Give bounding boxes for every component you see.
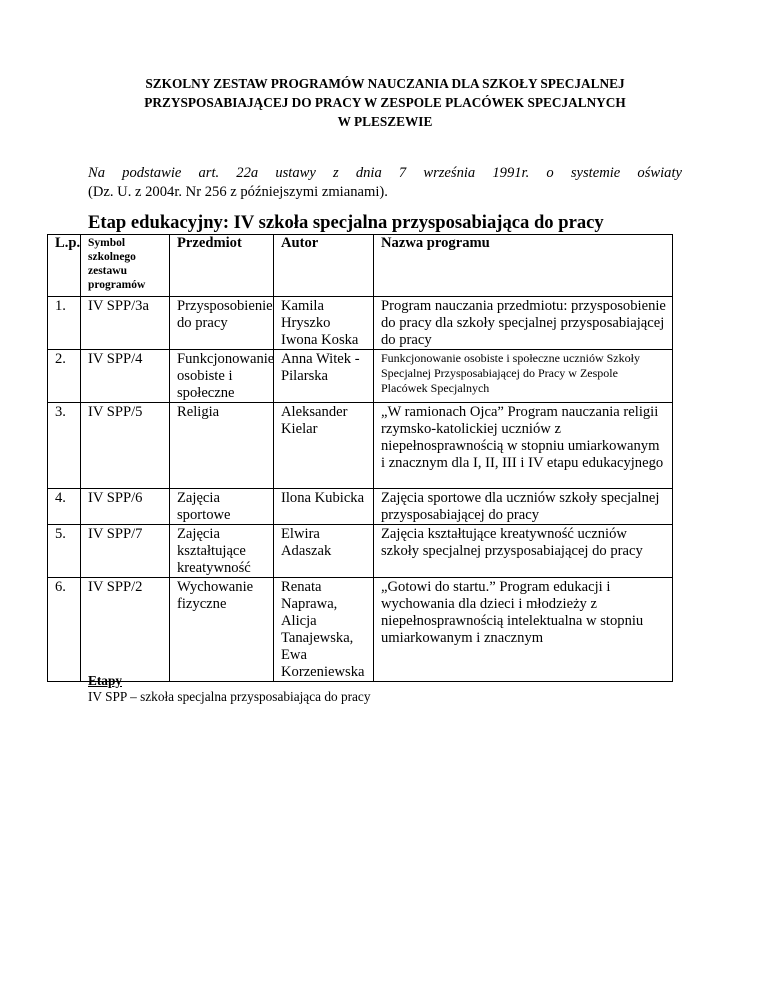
legend-title: Etapy: [88, 673, 122, 688]
header-program: Nazwa programu: [374, 235, 673, 297]
title-line-1: SZKOLNY ZESTAW PROGRAMÓW NAUCZANIA DLA SZKOŁY SPECJALNEJ: [145, 76, 625, 91]
stage-heading: Etap edukacyjny: IV szkoła specjalna przysposabiająca do pracy: [88, 212, 604, 233]
title-line-3: W PLESZEWIE: [337, 114, 433, 129]
row-lp: 3.: [48, 403, 81, 489]
row-symbol: IV SPP/7: [81, 525, 170, 578]
header-subject: Przedmiot: [170, 235, 274, 297]
row-subject: Przysposobienie do pracy: [170, 297, 274, 350]
legal-basis-line-1: Na podstawie art. 22a ustawy z dnia 7 września 1991r. o systemie oświaty: [88, 165, 682, 181]
table-row: [48, 489, 673, 525]
table-row: [48, 403, 673, 489]
row-subject: Zajęcia kształtujące kreatywność: [170, 525, 274, 578]
row-program: Zajęcia sportowe dla uczniów szkoły specjalnej przysposabiającej do pracy: [374, 489, 673, 525]
row-subject: Wychowanie fizyczne: [170, 578, 274, 682]
row-symbol: IV SPP/5: [81, 403, 170, 489]
row-subject: Funkcjonowanie osobiste i społeczne: [170, 350, 274, 403]
row-symbol: IV SPP/4: [81, 350, 170, 403]
row-author: Kamila Hryszko Iwona Koska: [274, 297, 374, 350]
row-lp: 1.: [48, 297, 81, 350]
row-author: Anna Witek - Pilarska: [274, 350, 374, 403]
row-lp: 5.: [48, 525, 81, 578]
legal-basis: [88, 164, 682, 202]
row-symbol: IV SPP/3a: [81, 297, 170, 350]
row-author: Renata Naprawa, Alicja Tanajewska, Ewa Korzeniewska: [274, 578, 374, 682]
row-subject: Religia: [170, 403, 274, 489]
programs-table: [47, 234, 673, 682]
row-program: Zajęcia kształtujące kreatywność uczniów szkoły specjalnej przysposabiającej do pracy: [374, 525, 673, 578]
row-author: Ilona Kubicka: [274, 489, 374, 525]
row-program: „Gotowi do startu.” Program edukacji i wychowania dla dzieci i młodzieży z niepełnosprawnością intelektualna w stopniu umiarkowanym i znacznym: [374, 578, 673, 682]
row-program: Program nauczania przedmiotu: przysposobienie do pracy dla szkoły specjalnej przysposabiającej do pracy: [374, 297, 673, 350]
header-author: Autor: [274, 235, 374, 297]
table-row: [48, 297, 673, 350]
table-header-row: [48, 235, 673, 297]
header-lp: L.p.: [48, 235, 81, 297]
row-symbol: IV SPP/2: [81, 578, 170, 682]
table-row: [48, 350, 673, 403]
row-author: Elwira Adaszak: [274, 525, 374, 578]
stages-legend: [88, 673, 370, 705]
document-title: [80, 74, 690, 131]
row-lp: 2.: [48, 350, 81, 403]
row-subject: Zajęcia sportowe: [170, 489, 274, 525]
legend-text: IV SPP – szkoła specjalna przysposabiająca do pracy: [88, 689, 371, 704]
title-line-2: PRZYSPOSABIAJĄCEJ DO PRACY W ZESPOLE PLACÓWEK SPECJALNYCH: [144, 95, 626, 110]
row-lp: 6.: [48, 578, 81, 682]
row-program: „W ramionach Ojca” Program nauczania religii rzymsko-katolickiej uczniów z niepełnosprawnością w stopniu umiarkowanym i znacznym dla I, II, III i IV etapu edukacyjnego: [374, 403, 673, 489]
row-author: Aleksander Kielar: [274, 403, 374, 489]
table-row: [48, 525, 673, 578]
row-program: Funkcjonowanie osobiste i społeczne uczniów Szkoły Specjalnej Przysposabiającej do Pracy w Zespole Placówek Specjalnych: [374, 350, 673, 403]
table-row: [48, 578, 673, 682]
legal-basis-line-2: (Dz. U. z 2004r. Nr 256 z późniejszymi zmianami).: [88, 184, 388, 200]
row-lp: 4.: [48, 489, 81, 525]
row-symbol: IV SPP/6: [81, 489, 170, 525]
header-symbol: Symbol szkolnego zestawu programów: [81, 235, 170, 297]
